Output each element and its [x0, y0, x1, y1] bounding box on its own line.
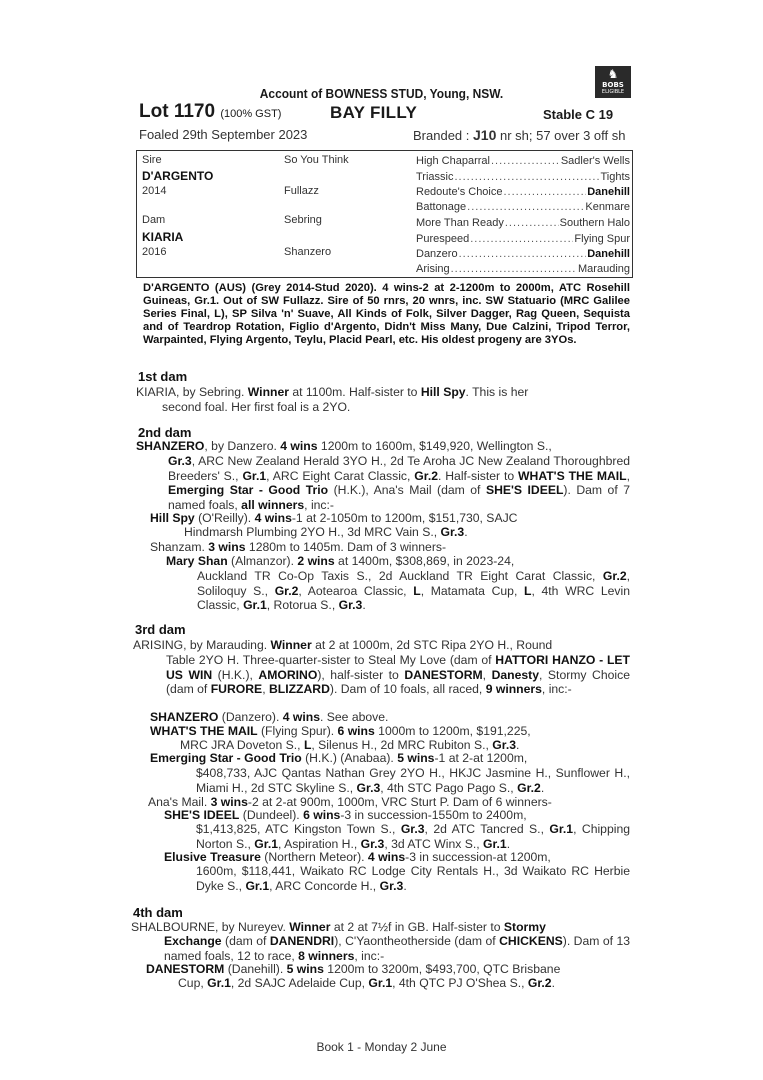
lot-number: Lot 1170 (100% GST) [139, 101, 282, 122]
pedigree-g3-row: Battonage ..... Kenmare [416, 201, 630, 213]
pedigree-g3-row: Triassic ..... Tights [416, 171, 630, 183]
sire-name: D'ARGENTO [142, 169, 214, 183]
foaled-date: Foaled 29th September 2023 [139, 127, 308, 142]
section-heading: 1st dam [138, 369, 188, 384]
progeny-entry: SHANZERO (Danzero). 4 wins. See above. [150, 710, 389, 724]
fourth-dam-entry-cont: Exchange (dam of DANENDRI), C'Yaontheotherside (dam of CHICKENS). Dam of 13 named foals, 12 to race, 8 winners, inc:- [164, 934, 631, 963]
grand-progeny-entry-cont: 1600m, $118,441, Waikato RC Lodge City Rentals H., 3d Waikato RC Herbie Dyke S., Gr.1, ARC Concorde H., Gr.3. [196, 864, 630, 893]
vendor-account: Account of BOWNESS STUD, Young, NSW. [259, 86, 504, 101]
pedigree-g3-row: Arising ..... Marauding [416, 263, 630, 275]
progeny-entry: Shanzam. 3 wins 1280m to 1405m. Dam of 3 winners- [150, 540, 447, 554]
grand-progeny-entry: Elusive Treasure (Northern Meteor). 4 wins-3 in succession-at 1200m, [164, 850, 551, 864]
second-dam-entry-cont: Gr.3, ARC New Zealand Herald 3YO H., 2d Te Aroha JC New Zealand Thoroughbred Breeders' S., Gr.1, ARC Eight Carat Classic, Gr.2. Half-sister to WHAT'S THE MAIL, Emerging Star - Good Trio (H.K.), Ana's Mail (dam of SHE'S IDEEL). Dam of 7 named foals, all winners, inc:- [168, 454, 631, 512]
progeny-entry-cont: $408,733, AJC Qantas Nathan Grey 2YO H., HKJC Jasmine H., Sunflower H., Miami H., 2d STC Skyline S., Gr.3, 4th STC Pago Pago S., Gr.2. [196, 766, 630, 795]
fourth-dam-entry: SHALBOURNE, by Nureyev. Winner at 2 at 7½f in GB. Half-sister to Stormy [131, 920, 546, 934]
progeny-entry: WHAT'S THE MAIL (Flying Spur). 6 wins 1000m to 1200m, $191,225, [150, 724, 531, 738]
progeny-entry: DANESTORM (Danehill). 5 wins 1200m to 3200m, $493,700, QTC Brisbane [146, 962, 561, 976]
progeny-entry-cont: MRC JRA Doveton S., L, Silenus H., 2d MRC Rubiton S., Gr.3. [180, 738, 520, 752]
section-heading: 3rd dam [135, 622, 186, 637]
brand-mark: J10 [473, 127, 497, 143]
pedigree-g3-row: More Than Ready ..... Southern Halo [416, 217, 630, 229]
page-footer: Book 1 - Monday 2 June [316, 1040, 447, 1054]
branding: Branded : J10 nr sh; 57 over 3 off sh [413, 127, 626, 143]
pedigree-g3-row: Purespeed ..... Flying Spur [416, 233, 630, 245]
sire-summary: D'ARGENTO (AUS) (Grey 2014-Stud 2020). 4 wins-2 at 2-1200m to 2000m, ATC Rosehill Guineas, Gr.1. Out of SW Fullazz. Sire of 50 rnrs, 20 wnrs, inc. SW Statuario (MRC Galilee Series Final, L), SP Silva 'n' Suave, All Kinds of Folk, Silver Dagger, Rag Queen, Sequista and of Teardrop Rotation, Figlio d'Argento, Didn't Miss Many, Due Calzini, Tripod Terror, Warpainted, Flying Argento, Teylu, Placid Pearl, etc. His oldest progeny are 3YOs. [143, 282, 630, 346]
sire-year: 2014 [142, 185, 167, 197]
progeny-entry-cont: Hindmarsh Plumbing 2YO H., 3d MRC Vain S., Gr.3. [184, 525, 468, 539]
pedigree-g2: Sebring [284, 214, 322, 226]
grand-progeny-entry-cont: Auckland TR Co-Op Taxis S., 2d Auckland TR Eight Carat Classic, Gr.2, Soliloquy S., Gr.2, Aotearoa Classic, L, Matamata Cup, L, 4th WRC Levin Classic, Gr.1, Rotorua S., Gr.3. [197, 569, 631, 612]
progeny-entry: Hill Spy (O'Reilly). 4 wins-1 at 2-1050m to 1200m, $151,730, SAJC [150, 511, 518, 525]
grand-progeny-entry-cont: $1,413,825, ATC Kingston Town S., Gr.3, 2d ATC Tancred S., Gr.1, Chipping Norton S., Gr.1, Aspiration H., Gr.3, 3d ATC Winx S., Gr.1. [196, 822, 630, 851]
first-dam-entry: KIARIA, by Sebring. Winner at 1100m. Half-sister to Hill Spy. This is her [136, 385, 529, 399]
pedigree-table [136, 150, 633, 278]
progeny-entry: Emerging Star - Good Trio (H.K.) (Anabaa). 5 wins-1 at 2-at 1200m, [150, 751, 528, 765]
grand-progeny-entry: SHE'S IDEEL (Dundeel). 6 wins-3 in succession-1550m to 2400m, [164, 808, 527, 822]
pedigree-g3-row: Redoute's Choice ..... Danehill [416, 186, 630, 198]
pedigree-g3-row: Danzero ..... Danehill [416, 248, 630, 260]
horse-sex-color: BAY FILLY [330, 103, 418, 122]
horse-icon: ♞ [607, 67, 619, 81]
progeny-entry-cont: Cup, Gr.1, 2d SAJC Adelaide Cup, Gr.1, 4th QTC PJ O'Shea S., Gr.2. [178, 976, 555, 990]
pedigree-g2: Shanzero [284, 246, 332, 258]
pedigree-g2: So You Think [284, 154, 349, 166]
pedigree-g2: Fullazz [284, 185, 319, 197]
dam-year: 2016 [142, 246, 167, 258]
first-dam-entry-cont: second foal. Her first foal is a 2YO. [162, 400, 351, 414]
third-dam-entry: ARISING, by Marauding. Winner at 2 at 1000m, 2d STC Ripa 2YO H., Round [133, 638, 553, 652]
pedigree-g3-row: High Chaparral ..... Sadler's Wells [416, 155, 630, 167]
dam-label: Dam [142, 214, 166, 226]
bobs-logo: ♞ BOBS ELIGIBLE [595, 66, 631, 98]
dam-name: KIARIA [142, 230, 184, 244]
third-dam-entry-cont: Table 2YO H. Three-quarter-sister to Steal My Love (dam of HATTORI HANZO - LET US WIN (H.K.), AMORINO), half-sister to DANESTORM, Danesty, Stormy Choice (dam of FURORE, BLIZZARD). Dam of 10 foals, all raced, 9 winners, inc:- [166, 653, 630, 696]
sire-label: Sire [142, 154, 162, 166]
second-dam-entry: SHANZERO, by Danzero. 4 wins 1200m to 1600m, $149,920, Wellington S., [136, 439, 552, 453]
stable-location: Stable C 19 [543, 107, 614, 122]
grand-progeny-entry: Mary Shan (Almanzor). 2 wins at 1400m, $308,869, in 2023-24, [166, 554, 515, 568]
section-heading: 4th dam [133, 905, 183, 920]
progeny-entry: Ana's Mail. 3 wins-2 at 2-at 900m, 1000m, VRC Sturt P. Dam of 6 winners- [148, 795, 552, 809]
section-heading: 2nd dam [138, 425, 192, 440]
